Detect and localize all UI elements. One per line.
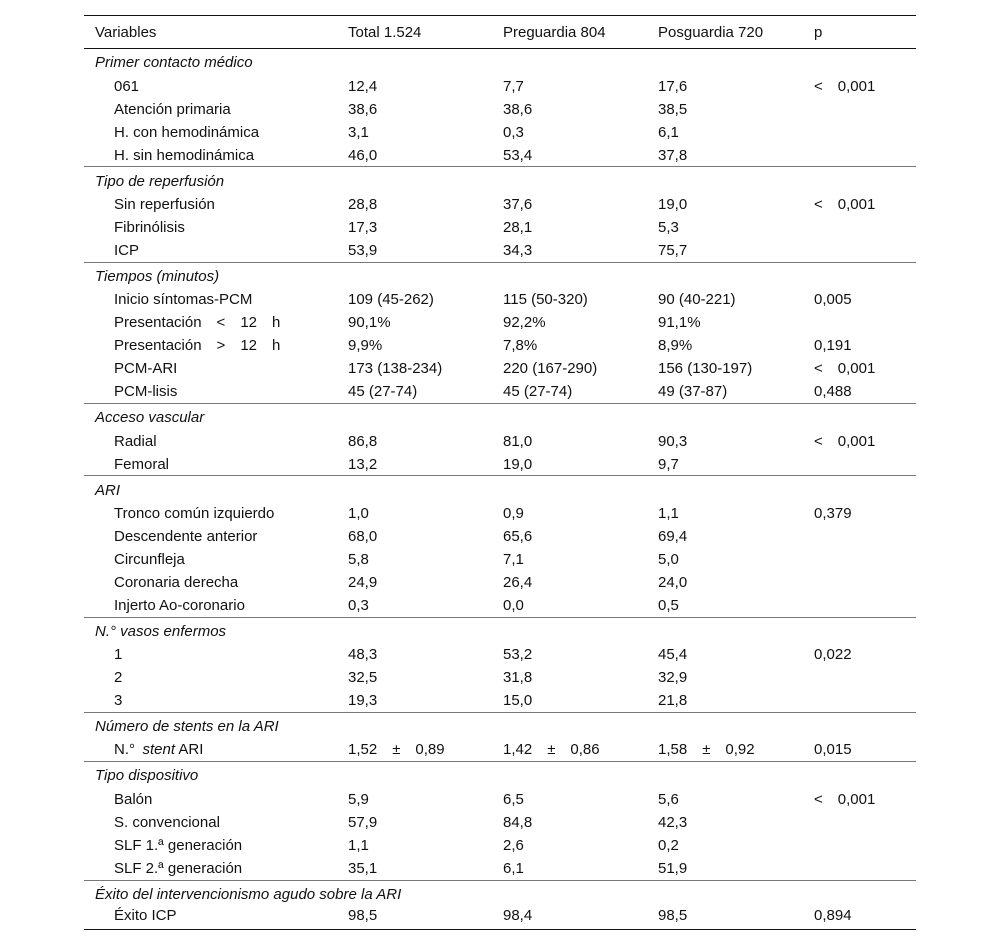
table-body <box>84 49 916 930</box>
cell-total: 98,5 <box>337 906 492 929</box>
cell-p-value <box>803 834 916 857</box>
section-header-row <box>84 476 916 502</box>
row-label-part: N.° <box>114 741 143 759</box>
cell-posguardia: 0,5 <box>658 596 679 614</box>
row-label: SLF 1.ª generación <box>114 836 243 854</box>
cell-total: 1,0 <box>348 504 369 522</box>
cell-p-value: 0,894 <box>803 906 916 929</box>
row-label: ICP <box>114 241 140 259</box>
table-row <box>84 239 916 262</box>
cell-total: 19,3 <box>348 692 378 710</box>
cell-preguardia: 65,6 <box>503 527 533 545</box>
row-label: 3 <box>114 692 123 710</box>
section-title: ARI <box>84 476 916 502</box>
cell-total: 38,6 <box>348 100 378 118</box>
cell-posguardia: 90 (40-221) <box>658 291 736 309</box>
section-header-row <box>84 49 916 75</box>
row-label-part: stent <box>142 741 176 759</box>
row-label: Coronaria derecha <box>114 574 239 592</box>
table-row <box>84 594 916 617</box>
cell-preguardia: 0,0 <box>503 596 524 614</box>
section-title: Número de stents en la ARI <box>84 713 916 739</box>
row-label <box>84 739 337 762</box>
cell-total: 17,3 <box>348 219 378 237</box>
cell-posguardia: 9,7 <box>658 455 679 473</box>
table-row <box>84 453 916 476</box>
cell-p-value: 0,022 <box>814 646 852 664</box>
cell-p-value <box>803 857 916 880</box>
cell-posguardia: 42,3 <box>658 813 688 831</box>
row-label: Injerto Ao-coronario <box>114 596 245 614</box>
cell-total: 5,8 <box>348 551 369 569</box>
cell-preguardia: 115 (50-320) <box>503 291 588 309</box>
table-row <box>84 571 916 594</box>
cell-total: 45 (27-74) <box>348 383 418 401</box>
cell-total: 12,4 <box>348 77 378 95</box>
cell-posguardia: 90,3 <box>658 432 688 450</box>
row-label: Presentación > 12 h <box>114 337 281 355</box>
cell-posguardia: 75,7 <box>658 241 688 259</box>
cell-posguardia: 51,9 <box>658 859 688 877</box>
header-preguardia: Preguardia 804 <box>492 16 647 49</box>
cell-p-value: < 0,001 <box>814 77 876 95</box>
cell-total: 24,9 <box>348 574 378 592</box>
row-label: 061 <box>114 77 140 95</box>
row-label: Tronco común izquierdo <box>114 504 275 522</box>
cell-p-value <box>803 666 916 689</box>
section-header-row <box>84 262 916 288</box>
row-label: Circunfleja <box>114 551 185 569</box>
cell-posguardia: 17,6 <box>658 77 688 95</box>
cell-total: 57,9 <box>348 813 378 831</box>
table-row <box>84 857 916 880</box>
section-title: Tiempos (minutos) <box>84 262 916 288</box>
cell-preguardia: 98,4 <box>492 906 647 929</box>
cell-preguardia: 53,2 <box>503 646 533 664</box>
cell-p-value <box>803 811 916 834</box>
table-row <box>84 739 916 762</box>
cell-p-value: < 0,001 <box>814 360 876 378</box>
row-label: Sin reperfusión <box>114 195 215 213</box>
row-label-part: ARI <box>175 741 204 759</box>
cell-posguardia: 91,1% <box>658 314 701 332</box>
table-row <box>84 144 916 167</box>
row-label: Éxito ICP <box>84 906 337 929</box>
section-header-row <box>84 617 916 643</box>
cell-posguardia: 1,58 ± 0,92 <box>658 741 755 759</box>
cell-posguardia: 49 (37-87) <box>658 383 728 401</box>
cell-preguardia: 0,9 <box>503 504 524 522</box>
cell-preguardia: 38,6 <box>503 100 533 118</box>
cell-total: 46,0 <box>348 146 378 164</box>
cell-total: 173 (138-234) <box>348 360 443 378</box>
table-row <box>84 502 916 525</box>
cell-p-value <box>803 98 916 121</box>
cell-p-value: < 0,001 <box>814 432 876 450</box>
table-row <box>84 334 916 357</box>
cell-preguardia: 26,4 <box>503 574 533 592</box>
cell-posguardia: 69,4 <box>658 527 688 545</box>
cell-preguardia: 7,1 <box>503 551 524 569</box>
section-header-row <box>84 762 916 788</box>
cell-total: 48,3 <box>348 646 378 664</box>
cell-p-value <box>803 548 916 571</box>
cell-total: 28,8 <box>348 195 378 213</box>
cell-total: 0,3 <box>348 596 369 614</box>
section-title: Acceso vascular <box>84 404 916 430</box>
cell-p-value: 0,379 <box>814 504 852 522</box>
cell-posguardia: 0,2 <box>658 836 679 854</box>
section-title: N.° vasos enfermos <box>84 617 916 643</box>
header-total: Total 1.524 <box>337 16 492 49</box>
section-title: Tipo dispositivo <box>84 762 916 788</box>
section-title: Tipo de reperfusión <box>84 167 916 193</box>
cell-p-value: 0,191 <box>814 337 852 355</box>
table-row <box>84 216 916 239</box>
table-row <box>84 525 916 548</box>
cell-p-value <box>803 594 916 617</box>
table-row <box>84 430 916 453</box>
row-label: Femoral <box>114 455 170 473</box>
table-row <box>84 689 916 712</box>
cell-preguardia: 7,8% <box>503 337 538 355</box>
cell-p-value <box>803 239 916 262</box>
cell-total: 90,1% <box>348 314 391 332</box>
table-row <box>84 311 916 334</box>
cell-posguardia: 37,8 <box>658 146 688 164</box>
table-row <box>84 811 916 834</box>
cell-preguardia: 7,7 <box>503 77 524 95</box>
cell-p-value <box>803 216 916 239</box>
cell-preguardia: 19,0 <box>503 455 533 473</box>
cell-preguardia: 15,0 <box>503 692 533 710</box>
cell-posguardia: 21,8 <box>658 692 688 710</box>
cell-total: 5,9 <box>348 790 369 808</box>
data-table <box>84 15 916 930</box>
table-row <box>84 357 916 380</box>
table-row <box>84 121 916 144</box>
table-row <box>84 381 916 404</box>
section-title: Primer contacto médico <box>95 54 253 72</box>
cell-p-value <box>803 144 916 167</box>
header-variables: Variables <box>84 16 337 49</box>
cell-preguardia: 2,6 <box>503 836 524 854</box>
row-label: PCM-lisis <box>114 383 178 401</box>
cell-total: 53,9 <box>348 241 378 259</box>
table-row <box>84 548 916 571</box>
cell-p-value <box>803 311 916 334</box>
cell-posguardia: 5,3 <box>658 219 679 237</box>
cell-preguardia: 84,8 <box>503 813 533 831</box>
cell-posguardia: 19,0 <box>658 195 688 213</box>
row-label: Radial <box>114 432 157 450</box>
cell-preguardia: 220 (167-290) <box>503 360 598 378</box>
row-label: SLF 2.ª generación <box>114 859 243 877</box>
table-row <box>84 788 916 811</box>
table-row <box>84 666 916 689</box>
table-row <box>84 75 916 98</box>
table-row <box>84 906 916 929</box>
header-p-value: p <box>803 16 916 49</box>
row-label: S. convencional <box>114 813 220 831</box>
cell-preguardia: 6,1 <box>503 859 524 877</box>
cell-preguardia: 0,3 <box>503 123 524 141</box>
cell-preguardia: 37,6 <box>503 195 533 213</box>
cell-preguardia: 53,4 <box>503 146 533 164</box>
cell-posguardia: 6,1 <box>658 123 679 141</box>
cell-p-value: 0,005 <box>814 291 852 309</box>
cell-posguardia: 5,0 <box>658 551 679 569</box>
cell-p-value: 0,015 <box>814 741 852 759</box>
row-label: Inicio síntomas-PCM <box>114 291 253 309</box>
cell-total: 3,1 <box>348 123 369 141</box>
cell-posguardia: 98,5 <box>647 906 803 929</box>
cell-posguardia: 24,0 <box>658 574 688 592</box>
cell-posguardia: 1,1 <box>658 504 679 522</box>
cell-preguardia: 28,1 <box>503 219 533 237</box>
table-row <box>84 643 916 666</box>
row-label: H. con hemodinámica <box>114 123 260 141</box>
cell-total: 35,1 <box>348 859 378 877</box>
section-header-row <box>84 880 916 906</box>
header-posguardia: Posguardia 720 <box>647 16 803 49</box>
cell-total: 86,8 <box>348 432 378 450</box>
cell-total: 9,9% <box>348 337 383 355</box>
table-row <box>84 98 916 121</box>
data-table-container <box>84 15 916 930</box>
cell-posguardia: 38,5 <box>658 100 688 118</box>
row-label: PCM-ARI <box>114 360 178 378</box>
row-label: Fibrinólisis <box>114 219 185 237</box>
row-label: 1 <box>114 646 123 664</box>
cell-p-value <box>803 121 916 144</box>
cell-p-value <box>803 571 916 594</box>
row-label: Descendente anterior <box>114 527 258 545</box>
cell-total: 1,52 ± 0,89 <box>348 741 445 759</box>
section-header-row <box>84 404 916 430</box>
section-header-row <box>84 713 916 739</box>
cell-preguardia: 34,3 <box>503 241 533 259</box>
cell-p-value: < 0,001 <box>814 790 876 808</box>
row-label: H. sin hemodinámica <box>114 146 255 164</box>
cell-total: 1,1 <box>348 836 369 854</box>
table-row <box>84 288 916 311</box>
cell-p-value <box>803 525 916 548</box>
section-title: Éxito del intervencionismo agudo sobre la ARI <box>84 880 916 906</box>
cell-p-value <box>803 453 916 476</box>
cell-preguardia: 1,42 ± 0,86 <box>503 741 600 759</box>
cell-total: 13,2 <box>348 455 378 473</box>
cell-preguardia: 92,2% <box>503 314 546 332</box>
cell-p-value <box>803 689 916 712</box>
header-row <box>84 16 916 49</box>
cell-posguardia: 45,4 <box>658 646 688 664</box>
cell-total: 109 (45-262) <box>348 291 434 309</box>
table-row <box>84 834 916 857</box>
row-label: Atención primaria <box>114 100 231 118</box>
cell-posguardia: 8,9% <box>658 337 693 355</box>
cell-preguardia: 81,0 <box>503 432 533 450</box>
section-header-row <box>84 167 916 193</box>
cell-posguardia: 32,9 <box>658 669 688 687</box>
cell-preguardia: 45 (27-74) <box>503 383 573 401</box>
cell-preguardia: 6,5 <box>503 790 524 808</box>
row-label: Presentación < 12 h <box>114 314 281 332</box>
cell-posguardia: 5,6 <box>658 790 679 808</box>
cell-preguardia: 31,8 <box>503 669 533 687</box>
row-label: 2 <box>114 669 123 687</box>
cell-p-value: 0,488 <box>814 383 852 401</box>
cell-p-value: < 0,001 <box>814 195 876 213</box>
cell-total: 68,0 <box>348 527 378 545</box>
row-label: Balón <box>114 790 153 808</box>
cell-total: 32,5 <box>348 669 378 687</box>
table-row <box>84 193 916 216</box>
cell-posguardia: 156 (130-197) <box>658 360 753 378</box>
